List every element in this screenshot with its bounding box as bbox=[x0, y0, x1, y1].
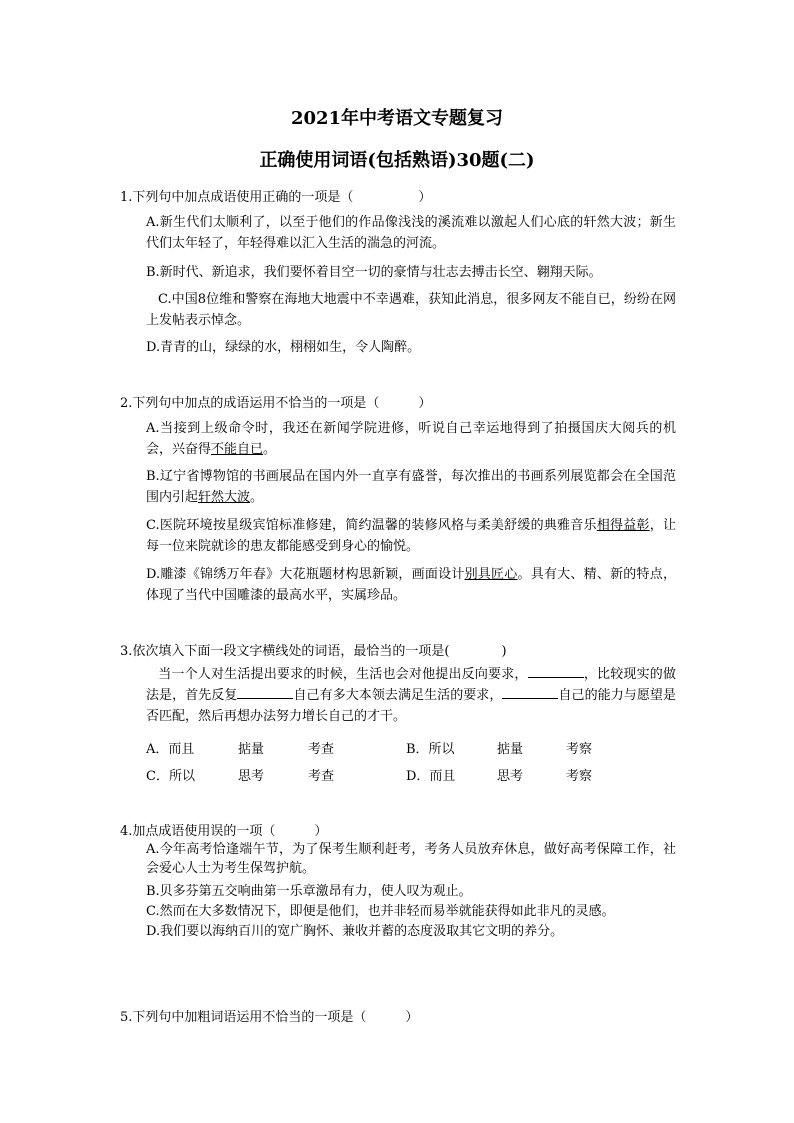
question-4-option-c: C.然而在大多数情况下，即便是他们，也并非轻而易举就能获得如此非凡的灵感。 bbox=[146, 904, 615, 919]
question-3-stem: 3.依次填入下面一段文字横线处的词语，最恰当的一项是( ) bbox=[120, 644, 507, 659]
question-4-option-a: A.今年高考恰逢端午节，为了保考生顺利赶考，考务人员放弃休息，做好高考保障工作，社会爱心人士为考生保驾护航。 bbox=[146, 842, 676, 876]
question-1-stem: 1.下列句中加点成语使用正确的一项是（ ） bbox=[120, 190, 432, 205]
question-1-option-b: B.新时代、新追求，我们要怀着目空一切的豪情与壮志去搏击长空、翱翔天际。 bbox=[146, 265, 602, 280]
page-title: 2021年中考语文专题复习 bbox=[290, 108, 504, 129]
option-b-label: B．所以 bbox=[406, 742, 455, 757]
question-5-stem: 5.下列句中加粗词语运用不恰当的一项是（ ） bbox=[120, 1010, 419, 1025]
fill-blank bbox=[528, 665, 584, 678]
question-2-option-c: C.医院环境按星级宾馆标准修建，简约温馨的装修风格与柔美舒缓的典雅音乐相得益彰，让每一位来院就诊的患友都能感受到身心的愉悦。 bbox=[146, 518, 676, 554]
option-d-label: D．而且 bbox=[406, 769, 456, 784]
option-a-word-1: 掂量 bbox=[238, 742, 265, 757]
page-subtitle: 正确使用词语(包括熟语)30题(二) bbox=[259, 150, 535, 171]
question-2-option-a: A.当接到上级命令时，我还在新闻学院进修，听说自己幸运地得到了拍摄国庆大阅兵的机会，兴奋得不能自已。 bbox=[146, 421, 676, 457]
underlined-idiom: 相得益彰 bbox=[596, 518, 650, 533]
question-1-option-d: D.青青的山，绿绿的水，栩栩如生，令人陶醉。 bbox=[146, 340, 421, 355]
question-4-option-b: B.贝多芬第五交响曲第一乐章激昂有力，使人叹为观止。 bbox=[146, 884, 472, 899]
underlined-idiom: 不能自已 bbox=[211, 442, 264, 457]
underlined-idiom: 别具匠心 bbox=[464, 567, 518, 582]
underlined-idiom: 轩然大波 bbox=[198, 490, 251, 505]
question-4-option-d: D.我们要以海纳百川的宽广胸怀、兼收并蓄的态度汲取其它文明的养分。 bbox=[146, 924, 564, 939]
option-b-word-1: 掂量 bbox=[497, 742, 524, 757]
fill-blank bbox=[237, 686, 293, 699]
question-3-passage: 当一个人对生活提出要求的时候，生活也会对他提出反向要求， ，比较现实的做法是，首先反复 自己有多大本领去满足生活的要求， 自己的能力与愿望是否匹配，然后再想办法努力增长自己的才干。 bbox=[146, 667, 676, 724]
question-4-stem: 4.加点成语使用误的一项（ ） bbox=[120, 824, 328, 839]
option-a-word-2: 考查 bbox=[308, 742, 335, 757]
question-2-option-b: B.辽宁省博物馆的书画展品在国内外一直享有盛誉，每次推出的书画系列展览都会在全国范围内引起轩然大波。 bbox=[146, 469, 676, 505]
option-a-label: A．而且 bbox=[146, 742, 195, 757]
question-1-option-a: A.新生代们太顺利了，以至于他们的作品像浅浅的溪流难以激起人们心底的轩然大波；新生代们太年轻了，年轻得难以汇入生活的湍急的河流。 bbox=[146, 215, 676, 251]
option-c-word-2: 考查 bbox=[308, 769, 335, 784]
question-1-option-c: C.中国8位维和警察在海地大地震中不幸遇难，获知此消息，很多网友不能自已，纷纷在网上发帖表示悼念。 bbox=[146, 292, 676, 328]
option-c-label: C．所以 bbox=[146, 769, 195, 784]
question-2-option-d: D.雕漆《锦绣万年春》大花瓶题材构思新颖，画面设计别具匠心。具有大、精、新的特点，体现了当代中国雕漆的最高水平，实属珍品。 bbox=[146, 567, 676, 603]
option-d-word-1: 思考 bbox=[497, 769, 524, 784]
fill-blank bbox=[502, 686, 558, 699]
option-c-word-1: 思考 bbox=[238, 769, 265, 784]
option-d-word-2: 考察 bbox=[566, 769, 593, 784]
question-2-stem: 2.下列句中加点的成语运用不恰当的一项是（ ） bbox=[120, 396, 432, 411]
option-b-word-2: 考察 bbox=[566, 742, 593, 757]
